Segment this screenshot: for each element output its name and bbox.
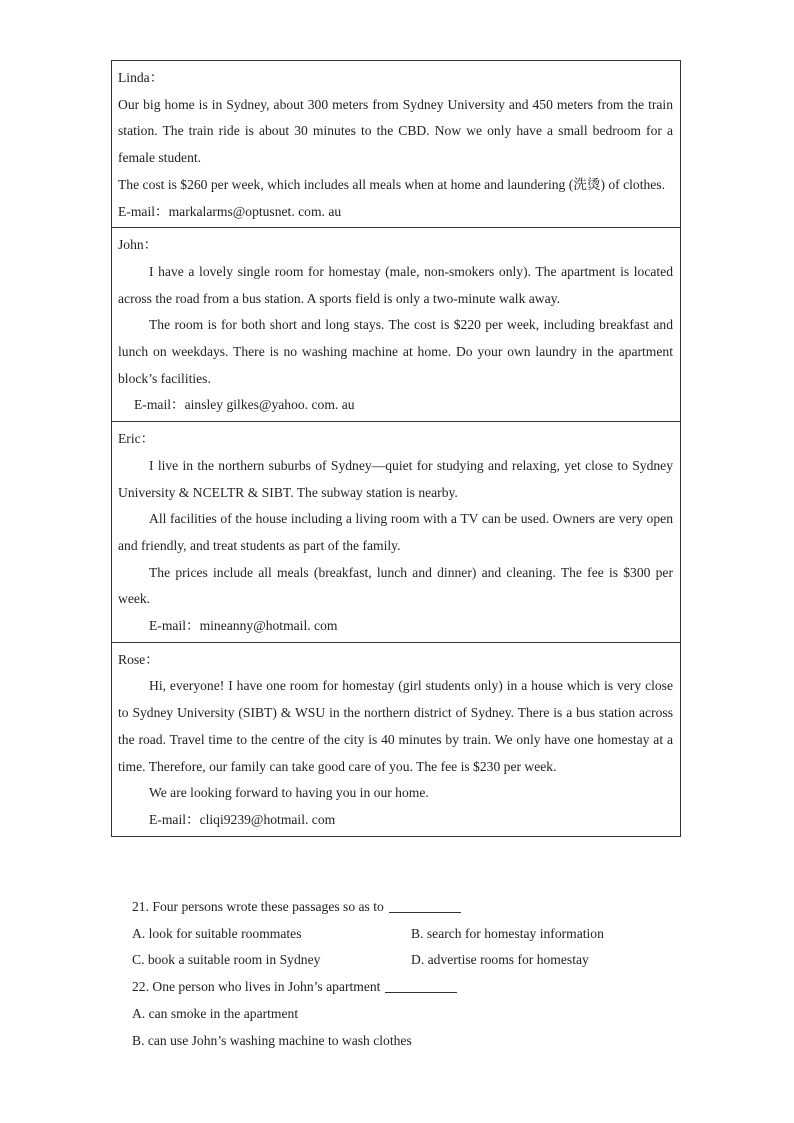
ad-linda xyxy=(112,61,680,228)
ad-email: E-mail：ainsley gilkes@yahoo. com. au xyxy=(134,397,355,413)
ad-eric xyxy=(112,422,680,643)
option-b: B. search for homestay information xyxy=(411,925,604,941)
answer-blank xyxy=(389,898,461,913)
ad-email: E-mail：cliqi9239@hotmail. com xyxy=(149,811,336,827)
ad-name: Rose： xyxy=(118,651,159,667)
ad-paragraph: The prices include all meals (breakfast, lunch and dinner) and cleaning. The fee is $300 per week. xyxy=(118,564,673,607)
option-d: D. advertise rooms for homestay xyxy=(411,952,589,968)
ad-john xyxy=(112,228,680,422)
ad-paragraph: The room is for both short and long stays. The cost is $220 per week, including breakfast and lunch on weekdays. There is no washing machine at home. Do your own laundry in the apartment block’s facilities. xyxy=(118,317,673,386)
option-c: C. book a suitable room in Sydney xyxy=(132,952,321,968)
ad-paragraph: Our big home is in Sydney, about 300 meters from Sydney University and 450 meters from the train station. The train ride is about 30 minutes to the CBD. Now we only have a small bedroom for a female student. xyxy=(118,96,673,166)
ad-name: Linda： xyxy=(118,70,164,85)
question-stem: 22. One person who lives in John’s apartment xyxy=(132,979,381,995)
ad-name: Eric： xyxy=(118,431,155,447)
ad-paragraph: All facilities of the house including a living room with a TV can be used. Owners are very open and friendly, and treat students as part of the family. xyxy=(118,511,673,553)
option-a: A. can smoke in the apartment xyxy=(132,1005,299,1021)
answer-blank xyxy=(385,978,457,993)
ad-name: John： xyxy=(118,237,158,253)
option-a: A. look for suitable roommates xyxy=(132,925,302,941)
ad-paragraph: I have a lovely single room for homestay (male, non-smokers only). The apartment is located across the road from a bus station. A sports field is only a two-minute walk away. xyxy=(118,263,673,306)
question-21 xyxy=(132,894,692,921)
questions xyxy=(132,894,692,1054)
homestay-ads-table xyxy=(111,60,681,837)
ad-paragraph: I live in the northern suburbs of Sydney—quiet for studying and relaxing, yet close to Sydney University & NCELTR & SIBT. The subway station is nearby. xyxy=(118,457,673,500)
ad-paragraph: The cost is $260 per week, which includes all meals when at home and laundering (洗烫) of clothes. xyxy=(118,176,665,192)
ad-paragraph: We are looking forward to having you in our home. xyxy=(149,785,429,801)
ad-rose xyxy=(112,643,680,836)
ad-email: E-mail：markalarms@optusnet. com. au xyxy=(118,203,342,219)
question-22 xyxy=(132,974,692,1001)
ad-paragraph: Hi, everyone! I have one room for homestay (girl students only) in a house which is very close to Sydney University (SIBT) & WSU in the northern district of Sydney. There is a bus station across the road. Travel time to the centre of the city is 40 minutes by train. We only have one homestay at a time. Therefore, our family can take good care of you. The fee is $230 per week. xyxy=(118,678,673,774)
option-b: B. can use John’s washing machine to wash clothes xyxy=(132,1032,412,1048)
question-stem: 21. Four persons wrote these passages so as to xyxy=(132,899,384,914)
options-row xyxy=(132,921,692,948)
options-row xyxy=(132,947,692,974)
ad-email: E-mail：mineanny@hotmail. com xyxy=(149,618,338,634)
